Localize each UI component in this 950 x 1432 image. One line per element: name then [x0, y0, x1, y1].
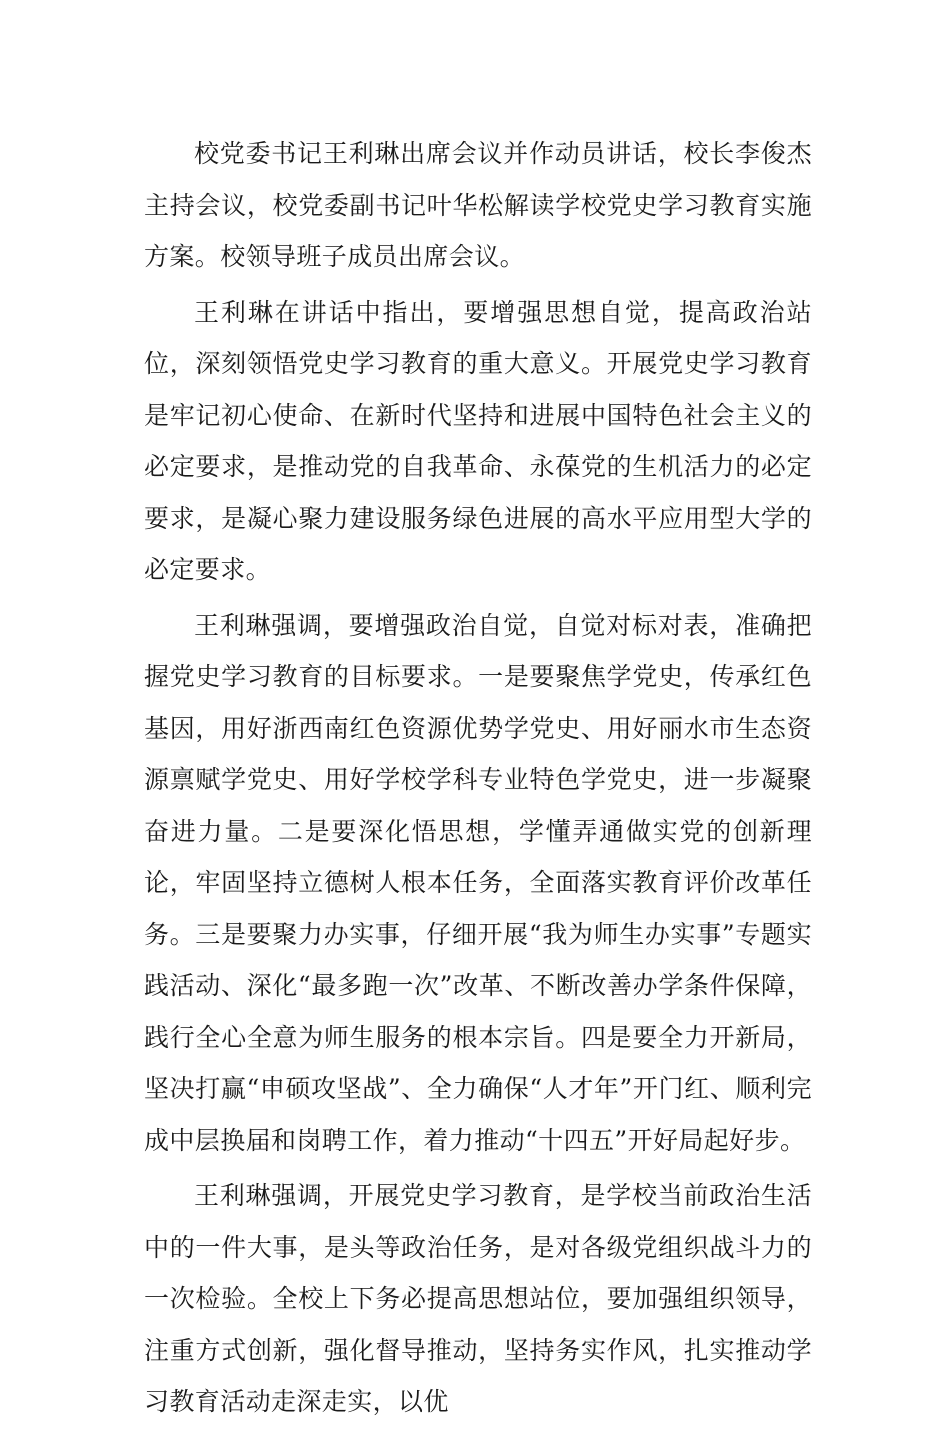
paragraph-meeting-attendance: 校党委书记王利琳出席会议并作动员讲话，校长李俊杰主持会议，校党委副书记叶华松解读学校党史学习教育实施方案。校领导班子成员出席会议。: [144, 139, 812, 271]
document-body: [144, 128, 812, 1432]
paragraph-goals: 王利琳强调，要增强政治自觉，自觉对标对表，准确把握党史学习教育的目标要求。一是要聚焦学党史，传承红色基因，用好浙西南红色资源优势学党史、用好丽水市生态资源禀赋学党史、用好学校学科专业特色学党史，进一步凝聚奋进力量。二是要深化悟思想，学懂弄通做实党的创新理论，牢固坚持立德树人根本任务，全面落实教育评价改革任务。三是要聚力办实事，仔细开展“我为师生办实事”专题实践活动、深化“最多跑一次”改革、不断改善办学条件保障，践行全心全意为师生服务的根本宗旨。四是要全力开新局，坚决打赢“申硕攻坚战”、全力确保“人才年”开门红、顺利完成中层换届和岗聘工作，着力推动“十四五”开好局起好步。: [144, 610, 812, 1155]
paragraph-organization: 王利琳强调，开展党史学习教育，是学校当前政治生活中的一件大事，是头等政治任务，是对各级党组织战斗力的一次检验。全校上下务必提高思想站位，要加强组织领导，注重方式创新，强化督导推动，坚持务实作风，扎实推动学习教育活动走深走实，以优: [144, 1181, 812, 1416]
paragraph-significance: 王利琳在讲话中指出，要增强思想自觉，提高政治站位，深刻领悟党史学习教育的重大意义。开展党史学习教育是牢记初心使命、在新时代坚持和进展中国特色社会主义的必定要求，是推动党的自我革命、永葆党的生机活力的必定要求，是凝心聚力建设服务绿色进展的高水平应用型大学的必定要求。: [144, 297, 812, 584]
